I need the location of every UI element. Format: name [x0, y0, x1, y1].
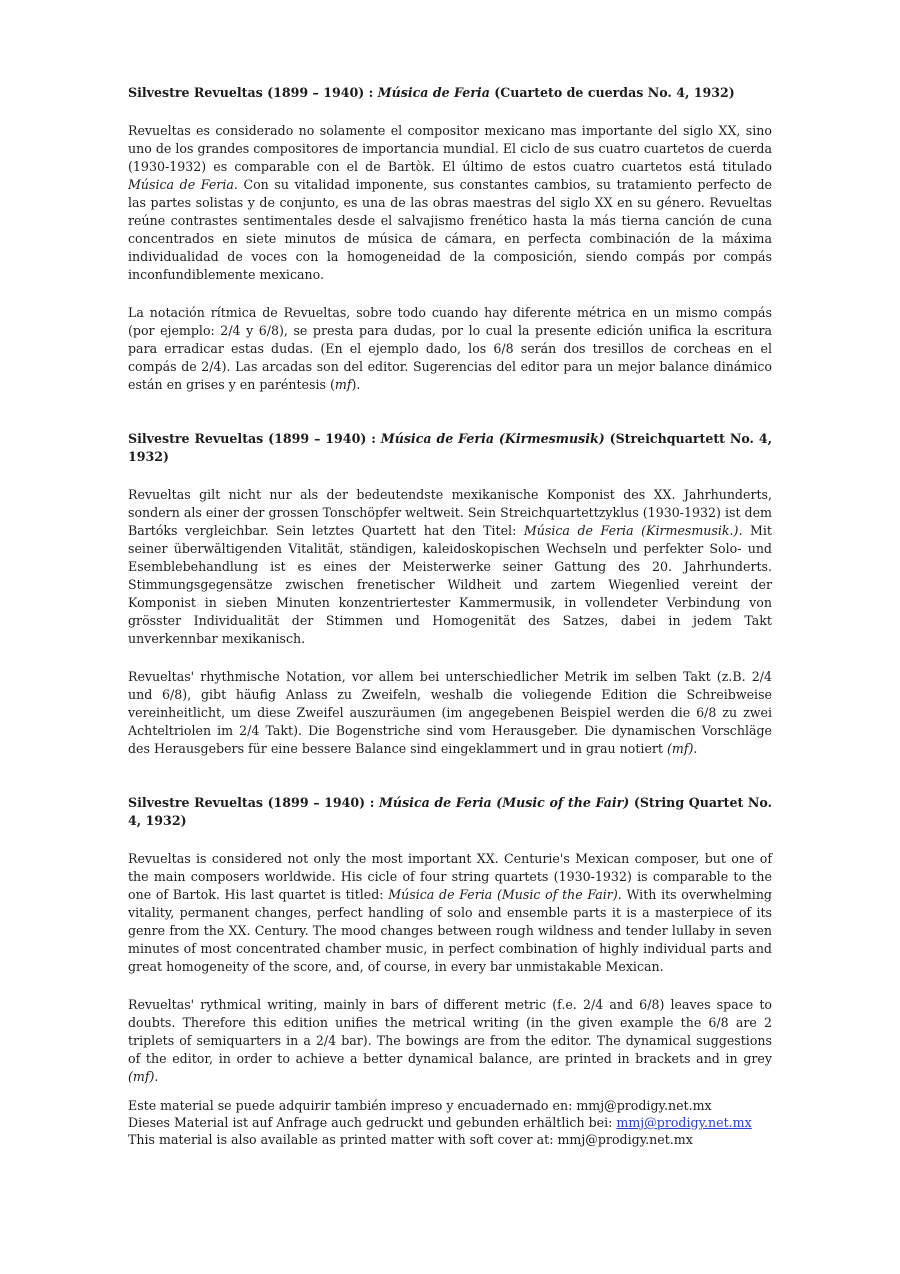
paragraph-english-intro: Revueltas is considered not only the most important XX. Centurie's Mexican composer, but one of the main composers worldwide. His cicle of four string quartets (1930-1932) is comparable to the one of Bartok. His last quartet is titled: Música de Feria (Music of the Fair). With its overwhelming vitality, permanent changes, perfect handling of solo and ensemble parts it is a masterpiece of its genre from the XX. Century. The mood changes between rough wildness and tender lullaby in seven minutes of most concentrated chamber music, in perfect combination of highly individual parts and great homogeneity of the score, and, of course, in every bar unmistakable Mexican.	[128, 851, 772, 974]
section-heading-spanish	[128, 84, 772, 102]
heading-work-title: Música de Feria	[377, 85, 490, 100]
paragraph-spanish-notation: La notación rítmica de Revueltas, sobre todo cuando hay diferente métrica en un mismo compás (por ejemplo: 2/4 y 6/8), se presta para dudas, por lo cual la presente edición unifica la escritura para erradicar estas dudas. (En el ejemplo dado, los 6/8 serán dos tresillos de corcheas en el compás de 2/4). Las arcadas son del editor. Sugerencias del editor para un mejor balance dinámico están en grises y en paréntesis (mf).	[128, 305, 772, 392]
footer-line-german: Dieses Material ist auf Anfrage auch gedruckt und gebunden erhältlich bei: mmj@prodigy.net.mx	[128, 1115, 752, 1130]
paragraph-english-notation: Revueltas' rythmical writing, mainly in bars of different metric (f.e. 2/4 and 6/8) leaves space to doubts. Therefore this edition unifies the metrical writing (in the given example the 6/8 are 2 triplets of semiquarters in a 2/4 bar). The bowings are from the editor. The dynamical suggestions of the editor, in order to achieve a better dynamical balance, are printed in brackets and in grey (mf).	[128, 997, 772, 1084]
heading-suffix: (String Quartet No. 4, 1932)	[128, 795, 772, 828]
heading-work-title: Música de Feria (Music of the Fair)	[378, 795, 630, 810]
paragraph-german-intro: Revueltas gilt nicht nur als der bedeutendste mexikanische Komponist des XX. Jahrhunderts, sondern als einer der grossen Tonschöpfer weltweit. Sein Streichquartettzyklus (1930-1932) ist dem Bartóks vergleichbar. Sein letztes Quartett hat den Titel: Música de Feria (Kirmesmusik.). Mit seiner überwältigenden Vitalität, ständigen, kaleidoskopischen Wechseln und perfekter Solo- und Esemblebehandlung ist es eines der Meisterwerke seiner Gattung des 20. Jahrhunderts. Stimmungsgegensätze zwischen frenetischer Wildheit und zartem Wiegenlied vereint der Komponist in sieben Minuten konzentriertester Kammermusik, in vollendeter Verbindung von grösster Individualität der Stimmen und Homogenität des Satzes, dabei in jedem Takt unverkennbar mexikanisch.	[128, 487, 772, 646]
heading-suffix: (Streichquartett No. 4, 1932)	[128, 431, 772, 464]
document-page	[128, 84, 772, 1086]
availability-footer	[128, 1097, 772, 1148]
heading-prefix: Silvestre Revueltas (1899 – 1940) :	[128, 431, 381, 446]
paragraph-german-notation: Revueltas' rhythmische Notation, vor allem bei unterschiedlicher Metrik im selben Takt (z.B. 2/4 und 6/8), gibt häufig Anlass zu Zweifeln, weshalb die voliegende Edition die Schreibweise vereinheitlicht, um diese Zweifel auszuräumen (im angegebenen Beispiel werden die 6/8 zu zwei Achteltriolen im 2/4 Takt). Die Bogenstriche sind vom Herausgeber. Die dynamischen Vorschläge des Herausgebers für eine bessere Balance sind eingeklammert und in grau notiert (mf).	[128, 669, 772, 756]
heading-prefix: Silvestre Revueltas (1899 – 1940) :	[128, 85, 378, 100]
heading-prefix: Silvestre Revueltas (1899 – 1940) :	[128, 795, 379, 810]
footer-line-english: This material is also available as printed matter with soft cover at: mmj@prodigy.net.mx	[128, 1132, 693, 1147]
paragraph-spanish-intro: Revueltas es considerado no solamente el compositor mexicano mas importante del siglo XX, sino uno de los grandes compositores de importancia mundial. El ciclo de sus cuatro cuartetos de cuerda (1930-1932) es comparable con el de Bartòk. El último de estos cuatro cuartetos está titulado Música de Feria. Con su vitalidad imponente, sus constantes cambios, su tratamiento perfecto de las partes solistas y de conjunto, es una de las obras maestras del siglo XX en su género. Revueltas reúne contrastes sentimentales desde el salvajismo frenético hasta la más tierna canción de cuna concentrados en siete minutos de música de cámara, en perfecta combinación de la máxima individualidad de voces con la homogeneidad de la composición, siendo compás por compás inconfundiblemente mexicano.	[128, 123, 772, 282]
heading-work-title: Música de Feria (Kirmesmusik)	[380, 431, 605, 446]
section-heading-german	[128, 430, 772, 466]
heading-suffix: (Cuarteto de cuerdas No. 4, 1932)	[489, 85, 735, 100]
email-link[interactable]: mmj@prodigy.net.mx	[616, 1115, 752, 1130]
footer-line-spanish: Este material se puede adquirir también impreso y encuadernado en: mmj@prodigy.net.mx	[128, 1098, 712, 1113]
section-heading-english	[128, 794, 772, 830]
